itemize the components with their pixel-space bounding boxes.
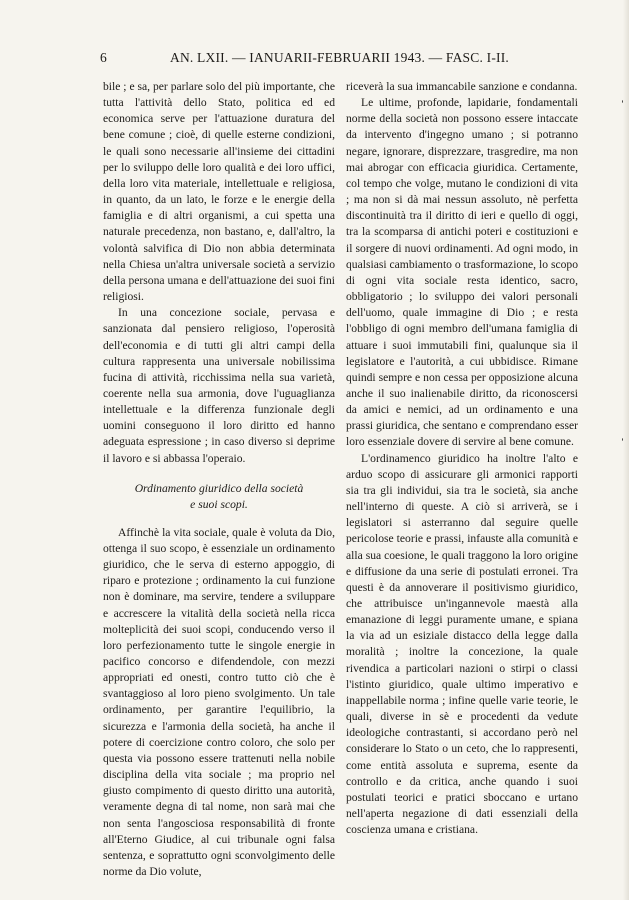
paragraph: bile ; e sa, per parlare solo del più importante, che tutta l'attività dello Stato, politica ed ed economica serve per l'attuazione duratura del bene comune ; cioè, di quelle esterne condizioni, le quali sono necessarie all'insieme dei cittadini per lo sviluppo delle loro qualità e dei loro uffici, della loro vita materiale, intellettuale e religiosa, in quanto, da un lato, le forze e le energie della famiglia e di altri organismi, a cui spetta una naturale precedenza, non bastano, e, dall'altro, la volontà salvifica di Dio non abbia determinata nella Chiesa un'altra universale società a servizio della persona umana e dell'attuazione dei suoi fini religiosi. — [103, 80, 335, 304]
left-column — [103, 79, 335, 880]
page-number: 6 — [100, 50, 107, 65]
paragraph: Affinchè la vita sociale, quale è voluta da Dio, ottenga il suo scopo, è essenziale un ordinamento giuridico, che le serva di esterno appoggio, di riparo e protezione ; ordinamento la cui funzione non è dominare, ma servire, tendere a sviluppare e accrescere la vitalità della società nella ricca molteplicità dei suoi scopi, conducendo verso il loro perfezionamento tutte le singole energie in pacifico concorso e difendendole, con mezzi appropriati ed onesti, contro tutto ciò che è svantaggioso al loro pieno svolgimento. Un tale ordinamento, per garantire l'equilibrio, la sicurezza e l'armonia della società, ha anche il potere di coercizione contro coloro, che solo per questa via possono essere trattenuti nella nobile disciplina della vita sociale ; ma proprio nel giusto compimento di questo diritto una autorità, veramente degna di tal nome, non sarà mai che non senta l'angosciosa responsabilità di fronte all'Eterno Giudice, al cui tribunale ogni falsa sentenza, e soprattutto ogni sconvolgimento delle norme da Dio volute, — [103, 525, 335, 879]
running-title: AN. LXII. — IANUARII-FEBRUARII 1943. — FASC. I-II. — [170, 50, 509, 65]
paragraph: Le ultime, profonde, lapidarie, fondamentali norme della società non possono essere intaccate da intervento d'ingegno umano ; si potranno negare, ignorare, disprezzare, trasgredire, ma non mai abrogar con efficacia giuridica. Certamente, col tempo che volge, mutano le condizioni di vita ; ma non si dà mai nessun assoluto, nè perfetta discontinuità tra il diritto di ieri e quello di oggi, tra la scomparsa di antichi poteri e costituzioni e il sorgere di nuovi ordinamenti. Ad ogni modo, in qualsiasi cambiamento o trasformazione, lo scopo di ogni vita sociale resta identico, sacro, obbligatorio ; lo sviluppo dei valori personali dell'uomo, quale immagine di Dio ; e resta l'obbligo di ogni membro dell'umana famiglia di attuare i suoi immutabili fini, qualunque sia il legislatore e l'autorità, a cui ubbidisce. Rimane quindi sempre e non cessa per opposizione alcuna anche il suo inalienabile diritto, da riconoscersi da amici e nemici, ad un ordinamento e una prassi giuridica, che sentano e comprendano esser loro essenziale dovere di servire al bene comune. — [346, 96, 578, 449]
running-header — [100, 50, 580, 70]
paragraph: riceverà la sua immancabile sanzione e condanna. — [346, 80, 578, 93]
paragraph: In una concezione sociale, pervasa e sanzionata dal pensiero religioso, l'operosità dell'economia e di tutti gli altri campi della cultura rappresenta una universale nobilissima fucina di attività, ricchissima nella sua varietà, coerente nella sua armonia, dove l'uguaglianza intellettuale e la differenza funzionale degli uomini conseguono il loro diritto ed hanno adeguata espressione ; in caso diverso si deprime il lavoro e si abbassa l'operaio. — [103, 306, 335, 465]
right-column — [346, 79, 578, 838]
section-heading-line: Ordinamento giuridico della società — [134, 481, 304, 495]
paragraph: L'ordinamenco giuridico ha inoltre l'alto e arduo scopo di assicurare gli armonici rapporti sia tra gli individui, sia tra le società, sia anche nell'interno di queste. A ciò si arriverà, se i legislatori si asterranno dal seguire quelle pericolose teorie e prassi, infauste alla comunità e alla sua coesione, le quali traggono la loro origine e diffusione da una serie di postulati erronei. Tra questi è da annoverare il positivismo giuridico, che attribuisce un'ingannevole maestà alla emanazione di leggi puramente umane, e spiana la via ad un esiziale distacco della legge dalla moralità ; inoltre la concezione, la quale rivendica a particolari nazioni o stirpi o classi l'istinto giuridico, quale ultimo imperativo e inappellabile norma ; infine quelle varie teorie, le quali, diverse in sè e procedenti da vedute ideologiche contrastanti, si accordano però nel considerare lo Stato o un ceto, che lo rappresenti, come entità assoluta e suprema, esente da controllo e da critica, anche quando i suoi postulati teorici e pratici sboccano e urtano nell'aperta negazione di dati essenziali della coscienza umana e cristiana. — [346, 451, 578, 837]
section-heading — [103, 481, 335, 513]
section-heading-line: e suoi scopi. — [190, 497, 248, 511]
page-edge-shadow — [623, 0, 629, 900]
